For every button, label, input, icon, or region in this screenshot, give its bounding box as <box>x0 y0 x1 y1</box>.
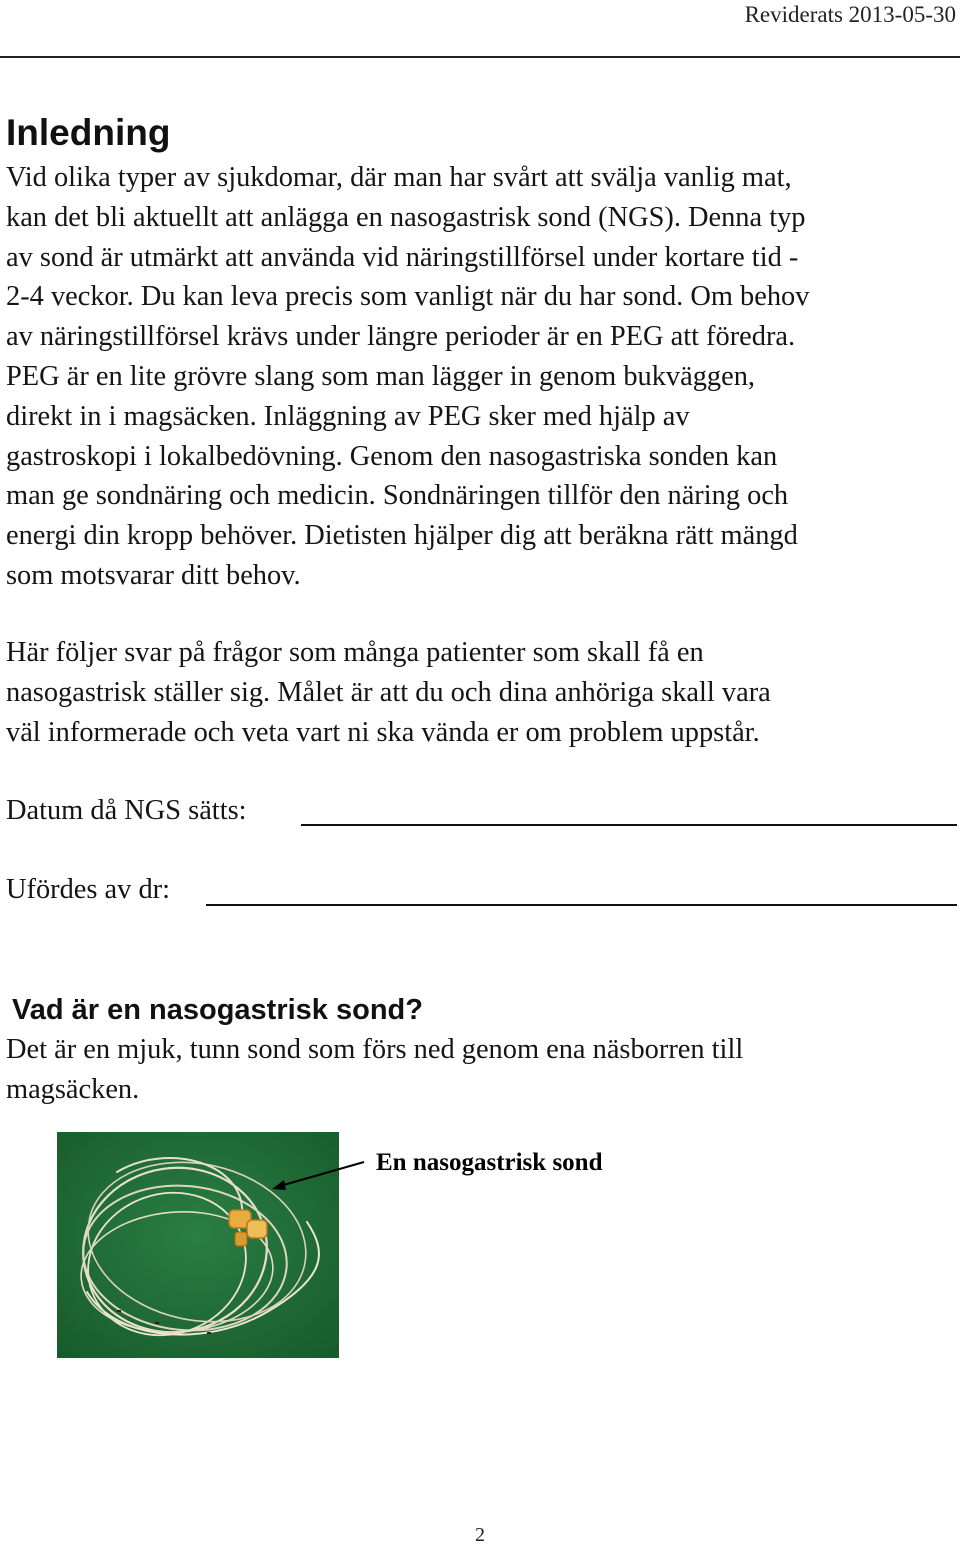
intro-line: kan det bli aktuellt att anlägga en nasogastrisk sond (NGS). Denna typ <box>6 201 806 233</box>
page-number: 2 <box>475 1524 485 1546</box>
ngs-paragraph <box>6 1030 960 1110</box>
intro-line: 2-4 veckor. Du kan leva precis som vanligt när du har sond. Om behov <box>6 281 810 313</box>
header-divider <box>0 56 960 58</box>
purpose-line: Här följer svar på frågor som många patienter som skall få en <box>6 637 704 668</box>
ngs-heading: Vad är en nasogastrisk sond? <box>12 994 423 1026</box>
intro-line: PEG är en lite grövre slang som man lägger in genom bukväggen, <box>6 360 756 392</box>
intro-paragraph <box>6 158 960 596</box>
purpose-line: nasogastrisk ställer sig. Målet är att du och dina anhöriga skall vara <box>6 676 771 708</box>
intro-line: direkt in i magsäcken. Inläggning av PEG sker med hjälp av <box>6 400 690 432</box>
intro-line: man ge sondnäring och medicin. Sondnäringen tillför den näring och <box>6 480 789 512</box>
doctor-fill-line[interactable] <box>206 904 957 906</box>
intro-line: Vid olika typer av sjukdomar, där man har svårt att svälja vanlig mat, <box>6 162 792 193</box>
doctor-label: Ufördes av dr: <box>6 874 170 905</box>
photo-caption: En nasogastrisk sond <box>376 1149 603 1176</box>
purpose-paragraph <box>6 633 960 752</box>
ngs-line: Det är en mjuk, tunn sond som förs ned genom ena näsborren till <box>6 1034 744 1065</box>
revision-date: Reviderats 2013-05-30 <box>744 2 956 27</box>
intro-line: av sond är utmärkt att använda vid näringstillförsel under kortare tid - <box>6 241 799 273</box>
ngs-line: magsäcken. <box>6 1073 140 1105</box>
date-fill-line[interactable] <box>301 824 957 826</box>
purpose-line: väl informerade och veta vart ni ska vända er om problem uppstår. <box>6 716 760 748</box>
intro-line: som motsvarar ditt behov. <box>6 559 301 591</box>
intro-line: energi din kropp behöver. Dietisten hjälper dig att beräkna rätt mängd <box>6 520 798 552</box>
intro-line: gastroskopi i lokalbedövning. Genom den nasogastriska sonden kan <box>6 440 778 472</box>
arrow-icon <box>268 1158 368 1192</box>
date-label: Datum då NGS sätts: <box>6 795 247 826</box>
intro-heading: Inledning <box>6 112 171 153</box>
intro-line: av näringstillförsel krävs under längre perioder är en PEG att föredra. <box>6 321 796 353</box>
